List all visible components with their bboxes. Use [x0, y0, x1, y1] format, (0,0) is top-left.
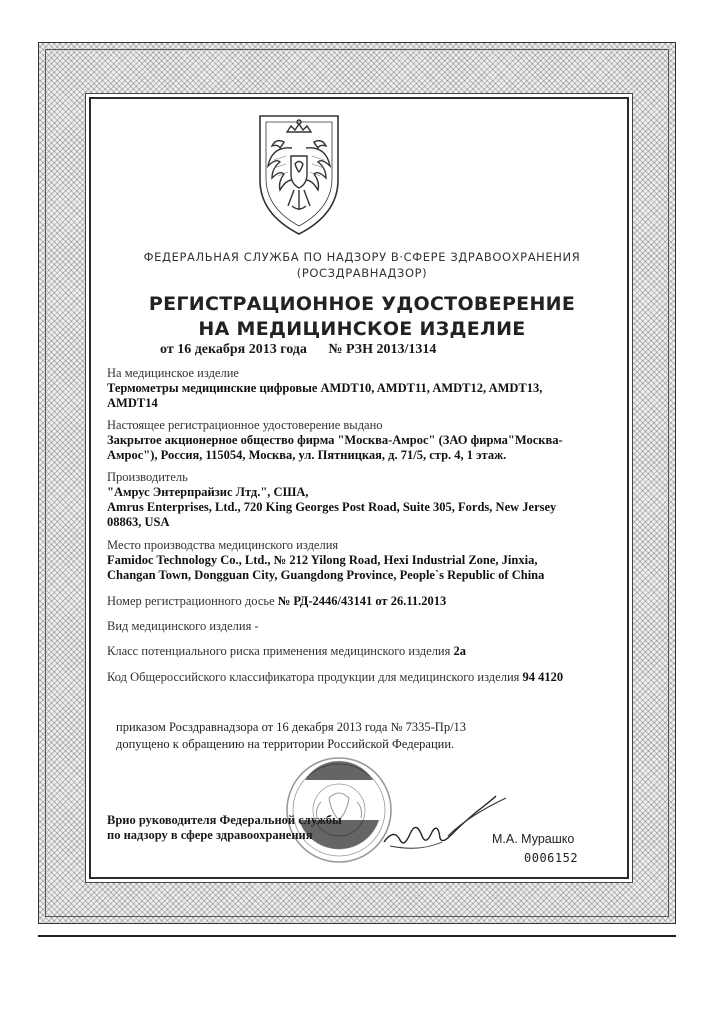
official-seal-stamp	[285, 750, 393, 870]
issued-to-value: Закрытое акционерное общество фирма "Москва-Амрос" (ЗАО фирма"Москва-Амрос"), Россия, 115054, Москва, ул. Пятницкая, д. 71/5, стр. 4, 1 этаж.	[107, 433, 563, 462]
device-type-label: Вид медицинского изделия -	[107, 619, 259, 633]
okp-code-label: Код Общероссийского классификатора продукции для медицинского изделия	[107, 670, 520, 684]
manufacturer-label: Производитель	[107, 470, 188, 484]
issued-to-label: Настоящее регистрационное удостоверение выдано	[107, 418, 383, 432]
production-site-label: Место производства медицинского изделия	[107, 538, 339, 552]
dossier-field	[107, 594, 587, 609]
signatory-name: М.А. Мурашко	[492, 832, 575, 846]
signatory-role-line1: Врио руководителя Федеральной службы	[107, 813, 342, 827]
registration-number: № РЗН 2013/1314	[328, 342, 437, 357]
signatory-role	[107, 813, 342, 843]
order-line1: приказом Росздравнадзора от 16 декабря 2013 года № 7335-Пр/13	[116, 720, 467, 734]
risk-class-value: 2а	[453, 644, 466, 658]
device-type-field	[107, 619, 587, 634]
production-site-value: Famidoc Technology Co., Ltd., № 212 Yilong Road, Hexi Industrial Zone, Jinxia, Changan Town, Dongguan City, Guangdong Province, People`s Republic of China	[107, 553, 545, 582]
risk-class-label: Класс потенциального риска применения медицинского изделия	[107, 644, 451, 658]
dossier-label: Номер регистрационного досье	[107, 594, 275, 608]
dossier-value: № РД-2446/43141 от 26.11.2013	[277, 594, 447, 608]
okp-code-field	[107, 670, 587, 685]
okp-code-value: 94 4120	[522, 670, 564, 684]
issue-date-number-line	[160, 342, 436, 358]
coat-of-arms-emblem	[254, 110, 344, 242]
document-title-line1: РЕГИСТРАЦИОННОЕ УДОСТОВЕРЕНИЕ	[148, 293, 576, 315]
manufacturer-value-en: Amrus Enterprises, Ltd., 720 King Georges Post Road, Suite 305, Fords, New Jersey 08863, USA	[107, 500, 557, 529]
device-label: На медицинское изделие	[107, 366, 239, 380]
signatory-role-line2: по надзору в сфере здравоохранения	[107, 828, 313, 842]
production-site-field	[107, 538, 587, 583]
form-serial-number: 0006152	[524, 851, 579, 865]
issued-to-field	[107, 418, 587, 463]
agency-short-name: (РОСЗДРАВНАДЗОР)	[296, 266, 428, 280]
document-title-line2: НА МЕДИЦИНСКОЕ ИЗДЕЛИЕ	[198, 318, 526, 340]
device-field	[107, 366, 587, 411]
device-value: Термометры медицинские цифровые AMDT10, AMDT11, AMDT12, AMDT13, AMDT14	[107, 381, 543, 410]
page-bottom-rule	[38, 935, 676, 937]
order-line2: допущено к обращению на территории Российской Федерации.	[116, 737, 455, 751]
handwritten-signature	[378, 790, 528, 862]
manufacturer-field	[107, 470, 587, 530]
agency-name: ФЕДЕРАЛЬНАЯ СЛУЖБА ПО НАДЗОРУ В·СФЕРЕ ЗДРАВООХРАНЕНИЯ	[143, 250, 581, 264]
issue-date: от 16 декабря 2013 года	[160, 342, 307, 357]
risk-class-field	[107, 644, 587, 659]
manufacturer-value-ru: "Амрус Энтерпрайзис Лтд.", США,	[107, 485, 309, 499]
